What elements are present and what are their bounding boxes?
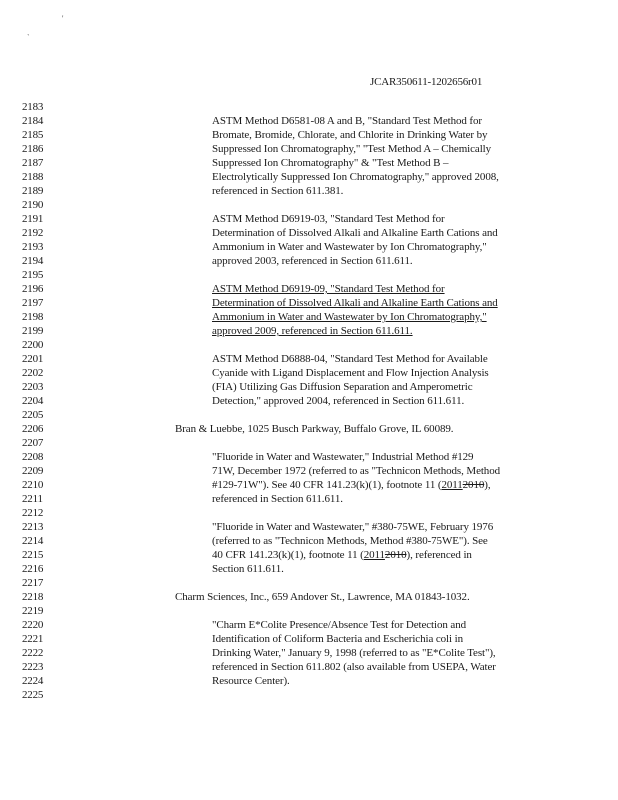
entry-line: (FIA) Utilizing Gas Diffusion Separation and Amperometric [212,381,473,393]
line-number: 2195 [22,269,44,281]
deleted-text: 2010 [384,549,407,561]
entry-line: Drinking Water," January 9, 1998 (referred to as "E*Colite Test"), [212,647,496,659]
line-number: 2215 [22,549,44,561]
line-number: 2201 [22,353,44,365]
inserted-text: 2011 [363,549,385,561]
line-number: 2212 [22,507,44,519]
entry-line: referenced in Section 611.611. [212,493,343,505]
entry-line: "Fluoride in Water and Wastewater," Industrial Method #129 [212,451,474,463]
inserted-entry-line: ASTM Method D6919-09, "Standard Test Method for [212,283,445,295]
line-number: 2218 [22,591,44,603]
line-number: 2204 [22,395,44,407]
entry-line: 40 CFR 141.23(k)(1), footnote 11 (20112010), referenced in [212,549,472,561]
line-number: 2183 [22,101,44,113]
entry-line: ASTM Method D6581-08 A and B, "Standard Test Method for [212,115,482,127]
line-number: 2188 [22,171,44,183]
line-number: 2191 [22,213,44,225]
source-heading: Bran & Luebbe, 1025 Busch Parkway, Buffalo Grove, IL 60089. [175,423,454,435]
entry-line: Bromate, Bromide, Chlorate, and Chlorite in Drinking Water by [212,129,488,141]
line-number: 2214 [22,535,44,547]
deleted-text: 2010 [462,479,485,491]
line-number: 2222 [22,647,44,659]
line-number: 2192 [22,227,44,239]
line-number: 2184 [22,115,44,127]
line-number: 2190 [22,199,44,211]
entry-line: referenced in Section 611.381. [212,185,344,197]
line-number: 2208 [22,451,44,463]
entry-line: Identification of Coliform Bacteria and Escherichia coli in [212,633,463,645]
line-number: 2221 [22,633,44,645]
entry-line: ASTM Method D6919-03, "Standard Test Method for [212,213,445,225]
line-number: 2193 [22,241,44,253]
line-number: 2213 [22,521,44,533]
entry-line: Ammonium in Water and Wastewater by Ion Chromatography," [212,241,487,253]
line-number: 2209 [22,465,44,477]
inserted-entry-line: Determination of Dissolved Alkali and Alkaline Earth Cations and [212,297,498,309]
line-number: 2223 [22,661,44,673]
line-number: 2202 [22,367,44,379]
entry-line: (referred to as "Technicon Methods, Method #380-75WE"). See [212,535,488,547]
entry-line: Suppressed Ion Chromatography" & "Test Method B – [212,157,449,169]
inserted-entry-line: Ammonium in Water and Wastewater by Ion Chromatography," [212,311,487,323]
scan-mark: ' [62,14,64,23]
entry-line: Determination of Dissolved Alkali and Alkaline Earth Cations and [212,227,498,239]
entry-line: Cyanide with Ligand Displacement and Flow Injection Analysis [212,367,489,379]
line-number: 2187 [22,157,44,169]
entry-line: referenced in Section 611.802 (also available from USEPA, Water [212,661,496,673]
entry-line: 71W, December 1972 (referred to as "Technicon Methods, Method [212,465,501,477]
line-number: 2198 [22,311,44,323]
line-number: 2224 [22,675,44,687]
line-number: 2220 [22,619,44,631]
line-number: 2199 [22,325,44,337]
entry-line: ASTM Method D6888-04, "Standard Test Method for Available [212,353,488,365]
entry-line: approved 2003, referenced in Section 611.611. [212,255,413,267]
document-id-header: JCAR350611-1202656r01 [370,76,483,88]
line-number: 2210 [22,479,44,491]
entry-line: Detection," approved 2004, referenced in Section 611.611. [212,395,465,407]
entry-line: "Fluoride in Water and Wastewater," #380-75WE, February 1976 [212,521,494,533]
inserted-entry-line: approved 2009, referenced in Section 611.611. [212,325,413,337]
line-number: 2219 [22,605,44,617]
line-number: 2196 [22,283,44,295]
line-number: 2189 [22,185,44,197]
line-number: 2194 [22,255,44,267]
line-number: 2203 [22,381,44,393]
line-number: 2211 [22,493,43,505]
entry-line: Suppressed Ion Chromatography," "Test Method A – Chemically [212,143,492,155]
line-number: 2200 [22,339,44,351]
entry-line: #129-71W"). See 40 CFR 141.23(k)(1), footnote 11 (20112010), [212,479,491,491]
entry-line: Resource Center). [212,675,290,687]
source-heading: Charm Sciences, Inc., 659 Andover St., Lawrence, MA 01843-1032. [175,591,470,603]
line-number: 2197 [22,297,44,309]
inserted-text: 2011 [441,479,463,491]
line-number: 2225 [22,689,44,701]
line-number: 2185 [22,129,44,141]
scan-mark: ` [27,33,30,42]
entry-line: Section 611.611. [212,563,284,575]
line-number: 2186 [22,143,44,155]
line-number: 2217 [22,577,44,589]
entry-line: "Charm E*Colite Presence/Absence Test for Detection and [212,619,466,631]
line-number: 2205 [22,409,44,421]
line-number: 2206 [22,423,44,435]
line-number: 2216 [22,563,44,575]
entry-line: Electrolytically Suppressed Ion Chromatography," approved 2008, [212,171,499,183]
line-number: 2207 [22,437,44,449]
